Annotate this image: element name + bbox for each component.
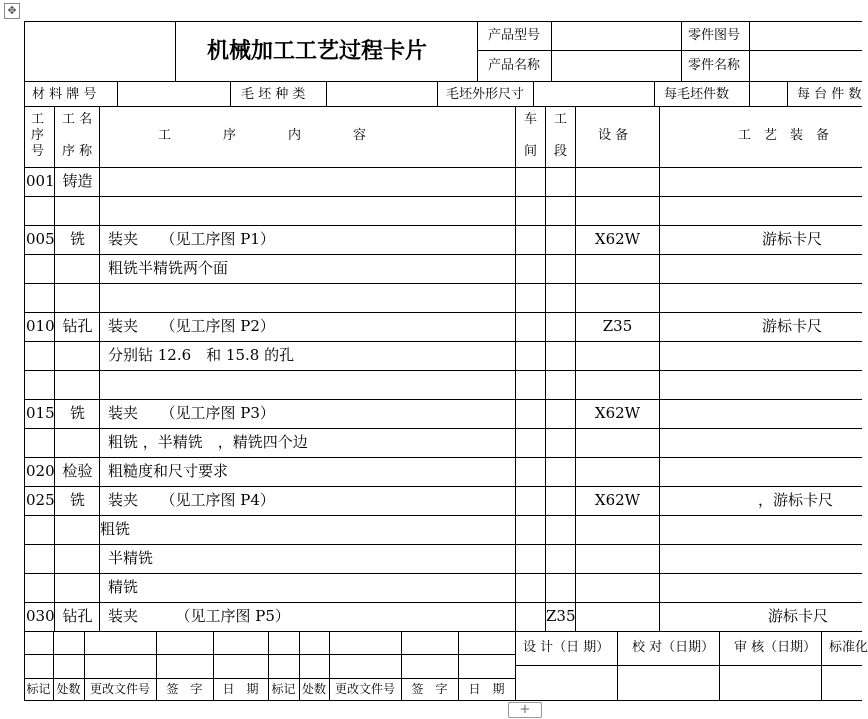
op-content: 粗铣 ，半精铣 ，精铣四个边 xyxy=(108,433,308,451)
grid-line xyxy=(24,167,862,168)
grid-line xyxy=(515,106,516,631)
grid-line xyxy=(24,515,862,516)
op-number: 020 xyxy=(26,462,55,480)
revision-header: 日 期 xyxy=(468,682,505,696)
grid-line xyxy=(654,81,655,106)
op-tooling: ，游标卡尺 xyxy=(758,491,834,509)
grid-line xyxy=(659,106,660,631)
op-content: 粗糙度和尺寸要求 xyxy=(108,462,229,480)
part-drawing-label: 零件图号 xyxy=(688,28,741,43)
grid-line xyxy=(24,428,862,429)
grid-line xyxy=(551,21,552,81)
revision-header: 标记 xyxy=(26,682,51,696)
per-unit-label: 每 台 件 数 xyxy=(797,87,862,102)
card-title: 机械加工工艺过程卡片 xyxy=(207,38,428,64)
op-equipment: Z35 xyxy=(602,317,633,335)
grid-line xyxy=(24,106,862,107)
grid-line xyxy=(175,21,176,81)
grid-line xyxy=(575,106,576,631)
op-content: 装夹 （见工序图 P4） xyxy=(108,491,275,509)
check-label: 校 对（日期） xyxy=(632,640,715,655)
grid-line xyxy=(749,81,750,106)
grid-line xyxy=(787,81,788,106)
product-model-label: 产品型号 xyxy=(488,28,541,43)
op-name: 钻孔 xyxy=(62,607,93,625)
op-content: 半精铣 xyxy=(108,549,154,567)
revision-header: 标记 xyxy=(271,682,296,696)
grid-line xyxy=(749,21,750,81)
standard-label: 标准化 xyxy=(829,640,868,655)
op-content: 粗铣半精铣两个面 xyxy=(108,259,229,277)
grid-line xyxy=(719,631,720,700)
op-content: 精铣 xyxy=(108,578,139,596)
grid-line xyxy=(24,573,862,574)
product-name-label: 产品名称 xyxy=(488,58,541,73)
grid-line xyxy=(117,81,118,106)
op-number: 015 xyxy=(26,404,55,422)
grid-line xyxy=(24,81,862,82)
revision-header: 处数 xyxy=(301,682,326,696)
blank-type-label: 毛 坯 种 类 xyxy=(241,87,306,102)
revision-header: 更改文件号 xyxy=(334,682,395,696)
col-content: 工 序 内 容 xyxy=(158,128,367,143)
col-tooling: 工 艺 装 备 xyxy=(738,128,830,143)
op-name: 铸造 xyxy=(62,172,93,190)
op-number: 010 xyxy=(26,317,55,335)
op-equipment: X62W xyxy=(594,491,641,509)
grid-line xyxy=(24,700,862,701)
grid-line xyxy=(533,81,534,106)
op-content: 装夹 （见工序图 P1） xyxy=(108,230,275,248)
op-content: 装夹 （见工序图 P2） xyxy=(108,317,275,335)
grid-line xyxy=(24,457,862,458)
col-op-name: 序 称 xyxy=(62,144,93,159)
grid-line xyxy=(24,225,862,226)
col-workshop: 车 xyxy=(524,112,538,127)
col-op-name: 工 名 xyxy=(62,112,93,127)
add-row-button[interactable]: + xyxy=(508,702,542,718)
col-op-no: 序 xyxy=(31,128,45,143)
revision-header: 日 期 xyxy=(222,682,259,696)
grid-line xyxy=(24,21,862,22)
grid-line xyxy=(24,486,862,487)
op-tooling: 游标卡尺 xyxy=(762,317,823,335)
grid-line xyxy=(24,21,25,700)
grid-line xyxy=(477,50,862,51)
op-tooling: 游标卡尺 xyxy=(768,607,829,625)
grid-line xyxy=(477,21,478,81)
part-name-label: 零件名称 xyxy=(688,58,741,73)
op-name: 铣 xyxy=(69,491,85,509)
review-label: 审 核（日期） xyxy=(734,640,817,655)
op-number: 005 xyxy=(26,230,55,248)
op-name: 铣 xyxy=(69,404,85,422)
op-content: 粗铣 xyxy=(100,520,131,538)
col-equipment: 设 备 xyxy=(598,128,629,143)
op-name: 检验 xyxy=(62,462,93,480)
grid-line xyxy=(515,631,516,700)
grid-line xyxy=(24,399,862,400)
grid-line xyxy=(24,196,862,197)
per-blank-label: 每毛坯件数 xyxy=(664,87,730,102)
grid-line xyxy=(515,665,862,666)
grid-line xyxy=(24,678,515,679)
revision-header: 签 字 xyxy=(411,682,448,696)
op-content: 装夹 （见工序图 P5） xyxy=(108,607,290,625)
op-tooling: 游标卡尺 xyxy=(762,230,823,248)
op-number: 001 xyxy=(26,172,55,190)
grid-line xyxy=(617,631,618,700)
grid-line xyxy=(437,81,438,106)
op-name: 钻孔 xyxy=(62,317,93,335)
col-section: 工 xyxy=(554,112,568,127)
grid-line xyxy=(681,21,682,81)
grid-line xyxy=(24,544,862,545)
col-op-no: 工 xyxy=(31,112,45,127)
col-op-no: 号 xyxy=(31,144,45,159)
grid-line xyxy=(545,106,546,631)
col-workshop: 间 xyxy=(524,144,538,159)
op-number: 030 xyxy=(26,607,55,625)
grid-line xyxy=(24,370,862,371)
op-name: 铣 xyxy=(69,230,85,248)
table-move-handle-icon[interactable]: ✥ xyxy=(4,3,20,19)
blank-size-label: 毛坯外形尺寸 xyxy=(446,87,525,102)
op-equipment: X62W xyxy=(594,230,641,248)
design-label: 设 计（日 期） xyxy=(523,640,610,655)
grid-line xyxy=(24,312,862,313)
revision-header: 更改文件号 xyxy=(89,682,150,696)
grid-line xyxy=(24,631,862,632)
grid-line xyxy=(24,283,862,284)
op-number: 025 xyxy=(26,491,55,509)
op-content: 装夹 （见工序图 P3） xyxy=(108,404,275,422)
revision-header: 签 字 xyxy=(166,682,203,696)
grid-line xyxy=(326,81,327,106)
grid-line xyxy=(821,631,822,700)
grid-line xyxy=(24,602,862,603)
op-equipment: X62W xyxy=(594,404,641,422)
grid-line xyxy=(24,654,515,655)
grid-line xyxy=(24,254,862,255)
material-label: 材 料 牌 号 xyxy=(32,87,97,102)
grid-line xyxy=(230,81,231,106)
grid-line xyxy=(24,341,862,342)
revision-header: 处数 xyxy=(56,682,81,696)
grid-line xyxy=(99,106,100,631)
col-section: 段 xyxy=(554,144,568,159)
op-section: Z35 xyxy=(546,607,576,625)
op-content: 分别钻 12.6 和 15.8 的孔 xyxy=(108,346,295,364)
